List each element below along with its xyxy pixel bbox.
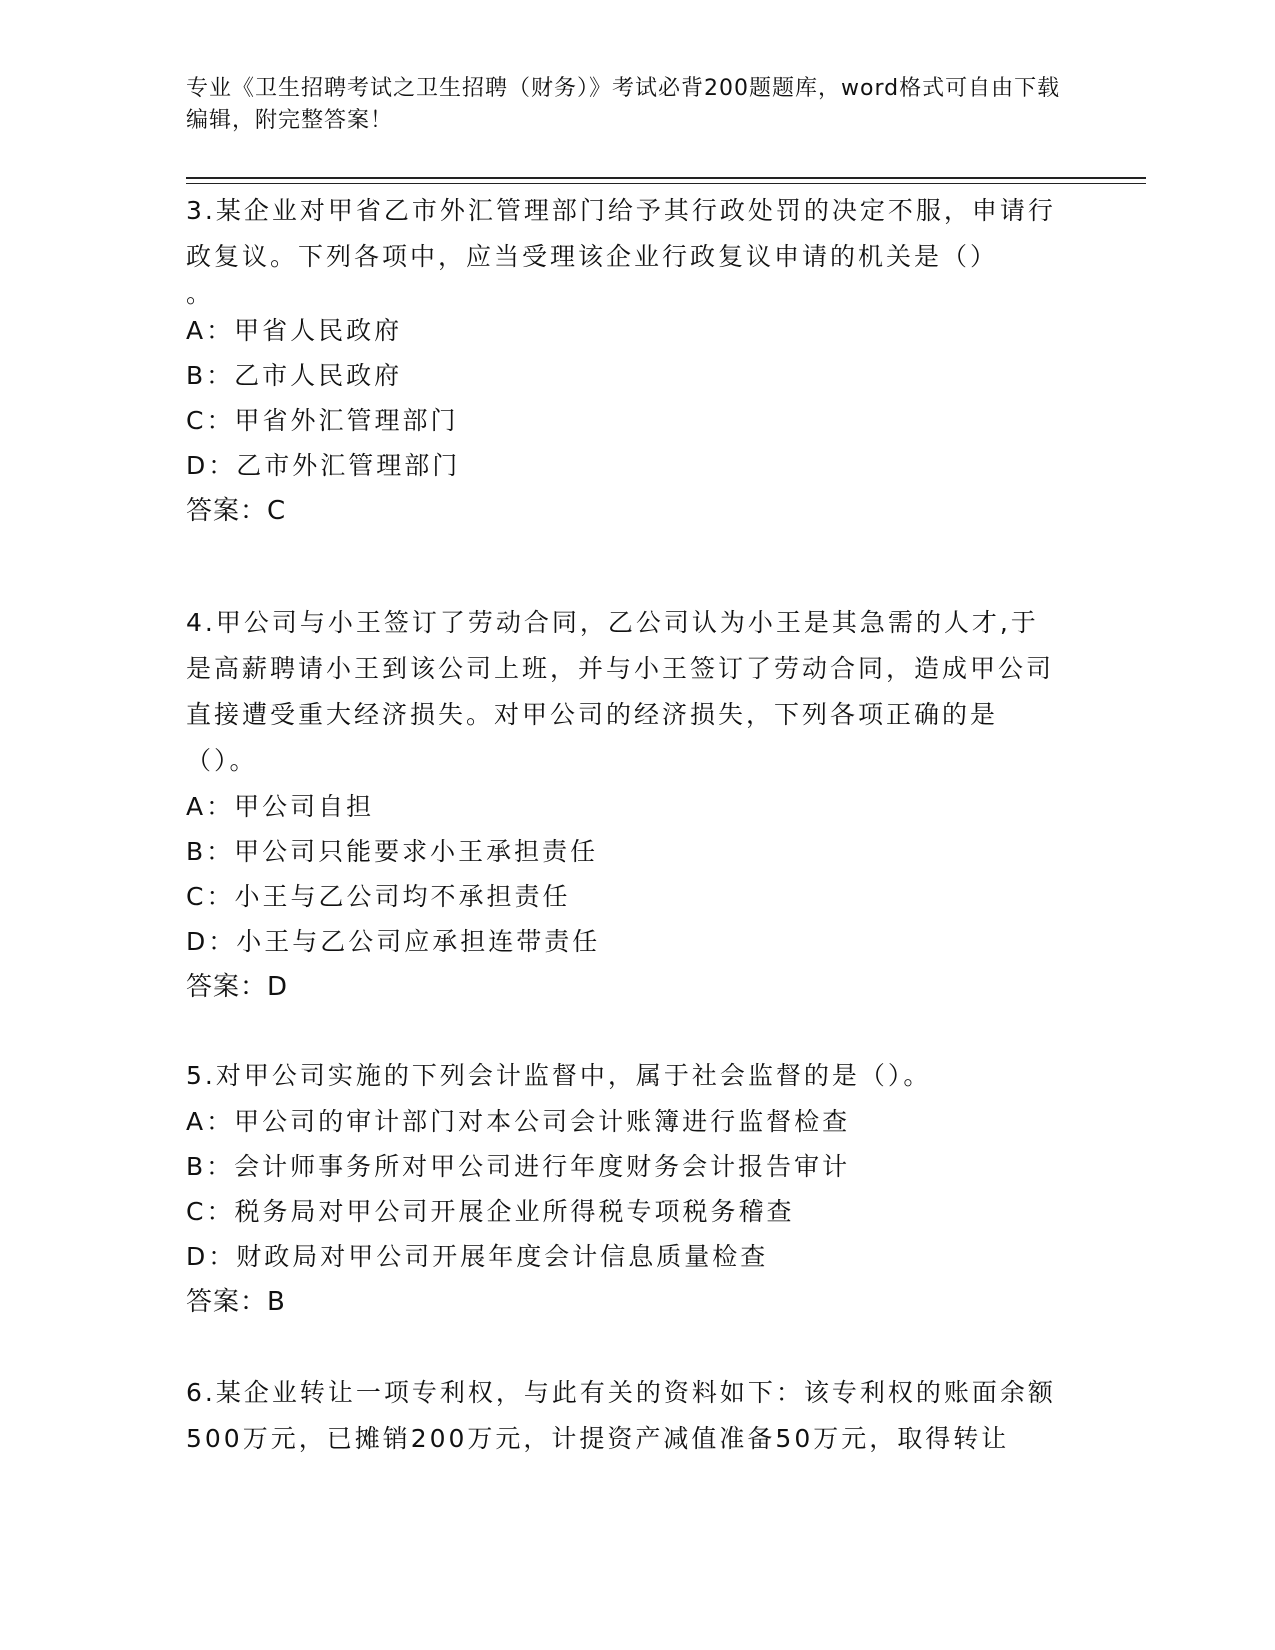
option-c: C：小王与乙公司均不承担责任: [186, 882, 571, 911]
question-6: [186, 1370, 1066, 1462]
question-stem: 5.对甲公司实施的下列会计监督中，属于社会监督的是（）。: [186, 1061, 932, 1090]
document-header-title: 专业《卫生招聘考试之卫生招聘（财务）》考试必背200题题库，word格式可自由下载编辑，附完整答案！: [186, 76, 1061, 133]
option-c: C：甲省外汇管理部门: [186, 406, 459, 435]
answer-line: 答案：C: [186, 496, 287, 526]
header-divider-thick: [186, 177, 1146, 179]
header-divider-thin: [186, 183, 1146, 184]
option-b: B：甲公司只能要求小王承担责任: [186, 837, 599, 866]
option-a: A：甲公司自担: [186, 792, 375, 821]
option-b: B：乙市人民政府: [186, 361, 403, 390]
option-d: D：财政局对甲公司开展年度会计信息质量检查: [186, 1242, 769, 1271]
option-d: D：乙市外汇管理部门: [186, 451, 461, 480]
question-stem: 4.甲公司与小王签订了劳动合同，乙公司认为小王是其急需的人才,于是高薪聘请小王到该公司上班，并与小王签订了劳动合同，造成甲公司直接遭受重大经济损失。对甲公司的经济损失，下列各项正确的是（）。: [186, 608, 1055, 775]
question-stem-tail: 。: [186, 279, 215, 308]
answer-line: 答案：D: [186, 972, 289, 1002]
question-stem: 3.某企业对甲省乙市外汇管理部门给予其行政处罚的决定不服，申请行政复议。下列各项中，应当受理该企业行政复议申请的机关是（）: [186, 196, 1056, 271]
option-a: A：甲省人民政府: [186, 316, 403, 345]
answer-line: 答案：B: [186, 1287, 286, 1317]
question-5: [186, 1053, 1066, 1325]
question-3: [186, 188, 1066, 534]
option-a: A：甲公司的审计部门对本公司会计账簿进行监督检查: [186, 1107, 851, 1136]
question-stem: 6.某企业转让一项专利权，与此有关的资料如下：该专利权的账面余额500万元，已摊销200万元，计提资产减值准备50万元，取得转让: [186, 1378, 1056, 1453]
option-c: C：税务局对甲公司开展企业所得税专项税务稽查: [186, 1197, 795, 1226]
question-4: [186, 600, 1066, 1010]
option-b: B：会计师事务所对甲公司进行年度财务会计报告审计: [186, 1152, 851, 1181]
option-d: D：小王与乙公司应承担连带责任: [186, 927, 601, 956]
